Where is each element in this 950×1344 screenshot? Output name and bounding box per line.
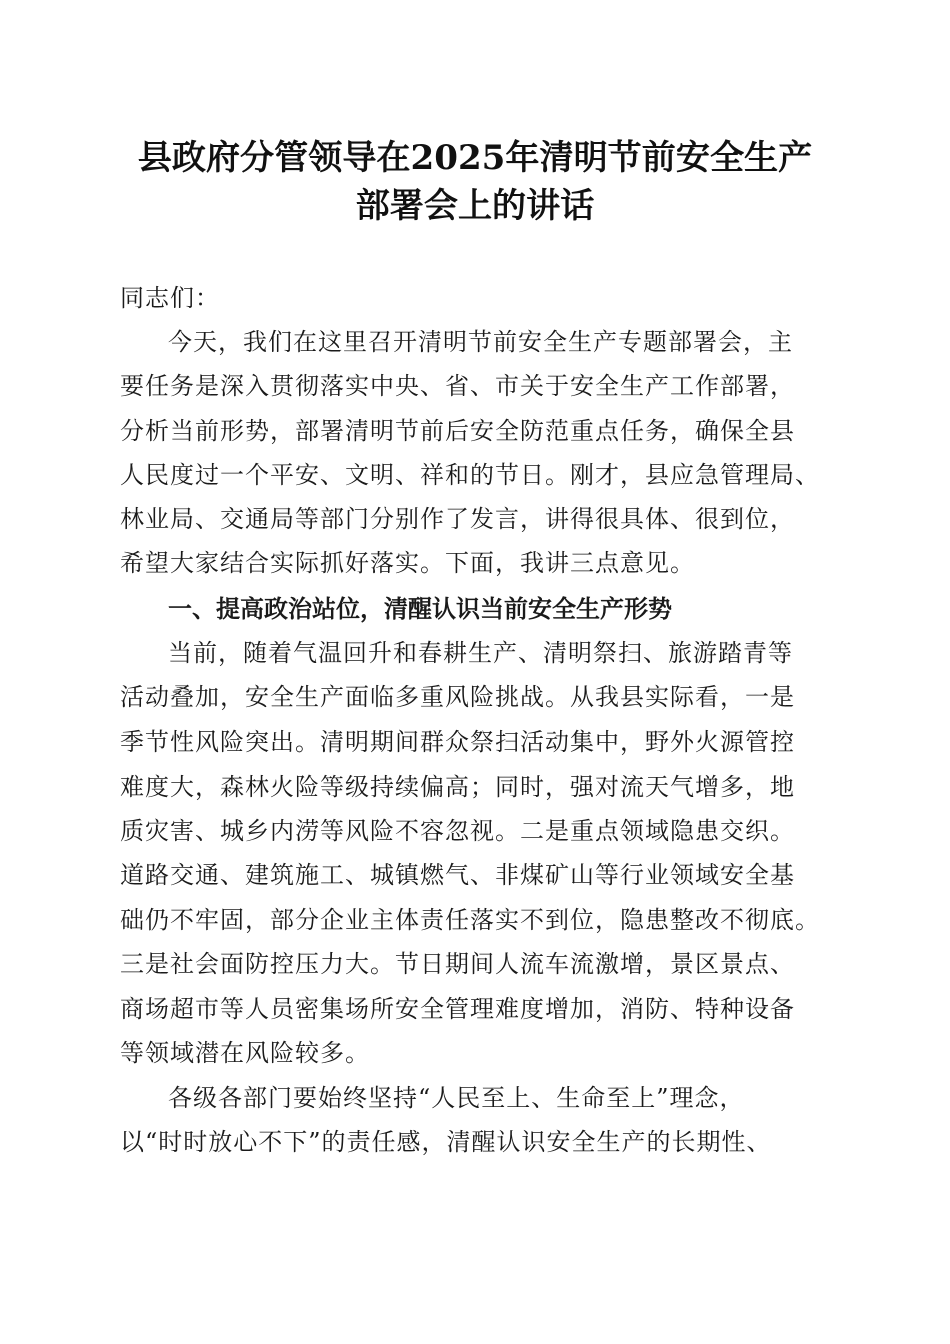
paragraph-2-line: 活动叠加，安全生产面临多重风险挑战。从我县实际看，一是: [120, 683, 795, 711]
paragraph-1-line: 要任务是深入贯彻落实中央、省、市关于安全生产工作部署，: [120, 372, 795, 400]
paragraph-2-line: 难度大，森林火险等级持续偏高；同时，强对流天气增多，地: [120, 773, 795, 801]
paragraph-1-line: 林业局、交通局等部门分别作了发言，讲得很具体、很到位，: [120, 505, 795, 533]
paragraph-1-line: 希望大家结合实际抓好落实。下面，我讲三点意见。: [120, 549, 695, 577]
paragraph-2-line: 础仍不牢固，部分企业主体责任落实不到位，隐患整改不彻底。: [120, 906, 820, 934]
paragraph-2-line: 当前，随着气温回升和春耕生产、清明祭扫、旅游踏青等: [168, 639, 793, 667]
paragraph-1-line: 今天，我们在这里召开清明节前安全生产专题部署会，主: [168, 328, 793, 356]
paragraph-2-line: 季节性风险突出。清明期间群众祭扫活动集中，野外火源管控: [120, 728, 795, 756]
paragraph-2-line: 三是社会面防控压力大。节日期间人流车流激增，景区景点、: [120, 950, 795, 978]
paragraph-2-line: 质灾害、城乡内涝等风险不容忽视。二是重点领域隐患交织。: [120, 817, 795, 845]
paragraph-1-line: 人民度过一个平安、文明、祥和的节日。刚才，县应急管理局、: [120, 461, 820, 489]
document-title-line-1: 县政府分管领导在2025年清明节前安全生产: [137, 138, 813, 178]
paragraph-2-line: 道路交通、建筑施工、城镇燃气、非煤矿山等行业领域安全基: [120, 861, 795, 889]
section-1-heading: 一、提高政治站位，清醒认识当前安全生产形势: [168, 595, 672, 623]
paragraph-1-line: 分析当前形势，部署清明节前后安全防范重点任务，确保全县: [120, 417, 795, 445]
paragraph-3-line: 各级各部门要始终坚持“人民至上、生命至上”理念，: [168, 1084, 745, 1112]
paragraph-3-line: 以“时时放心不下”的责任感，清醒认识安全生产的长期性、: [120, 1128, 772, 1156]
paragraph-2-line: 等领域潜在风险较多。: [120, 1039, 370, 1067]
salutation: 同志们：: [120, 284, 220, 312]
document-title-line-2: 部署会上的讲话: [355, 186, 595, 226]
paragraph-2-line: 商场超市等人员密集场所安全管理难度增加，消防、特种设备: [120, 995, 795, 1023]
